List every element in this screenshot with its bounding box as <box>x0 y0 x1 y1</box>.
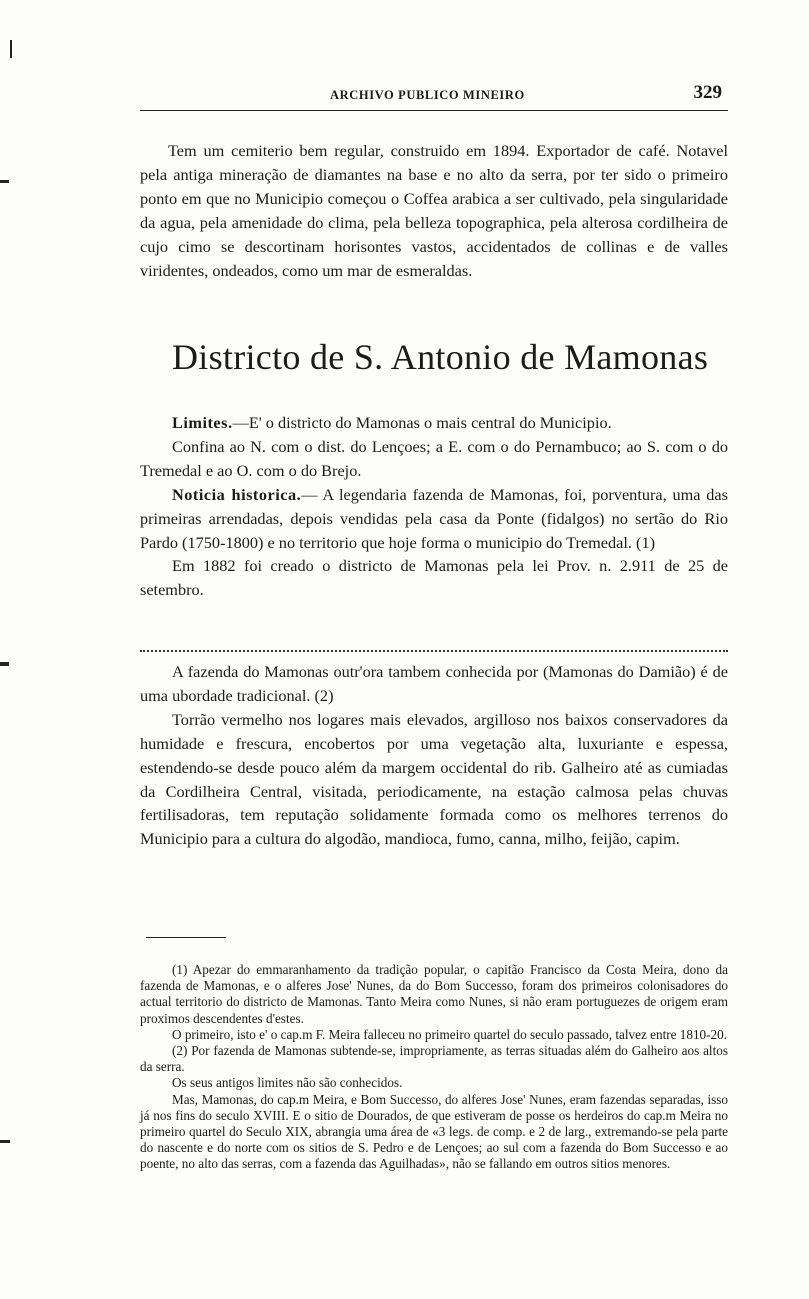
limites-text: —E' o districto do Mamonas o mais central do Municipio. <box>232 413 612 432</box>
scan-mark <box>10 40 12 58</box>
running-header <box>140 82 728 108</box>
noticia-text: — A legendaria fazenda de Mamonas, foi, porventura, uma das primeiras arrendadas, depois vendidas pela casa da Ponte (fidalgos) no sertão do Rio Pardo (1750-1800) e no territorio que hoje forma o municipio do Tremedal. (1) <box>140 484 728 552</box>
limites-continuation: Confina ao N. com o dist. do Lençoes; a E. com o do Pernambuco; ao S. com o do Tremedal e ao O. com o do Brejo. <box>140 436 728 480</box>
district-heading: Districto de S. Antonio de Mamonas <box>172 337 709 377</box>
district-section <box>140 411 728 602</box>
body-section <box>140 660 728 851</box>
intro-paragraph: Tem um cemiterio bem regular, construido em 1894. Exportador de café. Notavel pela antiga mineração de diamantes na base e no alto da serra, por ter sido o primeiro ponto em que no Municipio começou o Coffea arabica a ser cultivado, pela singularidade da agua, pela amenidade do clima, pela belleza topographica, pela alterosa cordilheira de cujo cimo se descortinam horisontes vastos, accidentados de collinas e de valles viridentes, ondeados, como um mar de esmeraldas. <box>140 141 728 280</box>
running-title: ARCHIVO PUBLICO MINEIRO <box>330 88 525 102</box>
limites-paragraph <box>140 411 728 435</box>
footnote-rule <box>146 937 226 938</box>
header-rule <box>140 110 728 111</box>
dotted-separator <box>140 650 728 652</box>
page-number: 329 <box>693 82 722 103</box>
limites-label: Limites. <box>172 413 233 432</box>
scan-mark <box>0 662 9 666</box>
footnote: Mas, Mamonas, do cap.m Meira, e Bom Successo, do alferes Jose' Nunes, eram fazendas separadas, isso já nos fins do seculo XVIII. E o sitio de Dourados, de que estiveram de posse os herdeiros do cap.m Meira no primeiro quartel do Seculo XIX, abrangia uma área de «3 legs. de comp. e 2 de larg., extremando-se pela parte do nascente e do norte com os sitios de S. Pedro e de Lençoes; ao sul com a fazenda do Bom Successo e ao poente, no alto das serras, com a fazenda das Aguilhadas», não se fallando em outros sitios menores. <box>140 1091 728 1172</box>
footnote: O primeiro, isto e' o cap.m F. Meira falleceu no primeiro quartel do seculo passado, talvez entre 1810-20. <box>172 1026 728 1042</box>
body-paragraph: Torrão vermelho nos logares mais elevados, argilloso nos baixos conservadores da humidade e frescura, encobertos por uma vegetação alta, luxuriante e espessa, estendendo-se desde pouco além da margem occidental do rib. Galheiro até as cumiadas da Cordilheira Central, visitada, periodicamente, na estação calmosa pelas chuvas fertilisadoras, tem reputação solidamente formada como os melhores terrenos do Municipio para a cultura do algodão, mandioca, fumo, canna, milho, feijão, capim. <box>140 709 728 849</box>
noticia-label: Noticia historica. <box>172 484 302 504</box>
footnotes <box>140 962 728 1173</box>
footnote: (2) Por fazenda de Mamonas subtende-se, impropriamente, as terras situadas além do Galheiro aos altos da serra. <box>140 1043 728 1075</box>
scan-mark <box>0 180 9 183</box>
noticia-paragraph <box>140 483 728 555</box>
creation-paragraph: Em 1882 foi creado o districto de Mamonas pela lei Prov. n. 2.911 de 25 de setembro. <box>140 556 728 600</box>
body-paragraph: A fazenda do Mamonas outr'ora tambem conhecida por (Mamonas do Damião) é de uma ubordade tradicional. (2) <box>140 662 728 705</box>
footnote: Os seus antigos limites não são conhecidos. <box>172 1075 403 1091</box>
scan-mark <box>0 1140 10 1143</box>
footnote: (1) Apezar do emmaranhamento da tradição popular, o capitão Francisco da Costa Meira, dono da fazenda de Mamonas, e o alferes Jose' Nunes, da do Bom Successo, foram dos primeiros colonisadores do actual territorio do districto de Mamonas. Tanto Meira como Nunes, si não eram portuguezes de origem eram proximos descendentes d'estes. <box>140 962 728 1026</box>
